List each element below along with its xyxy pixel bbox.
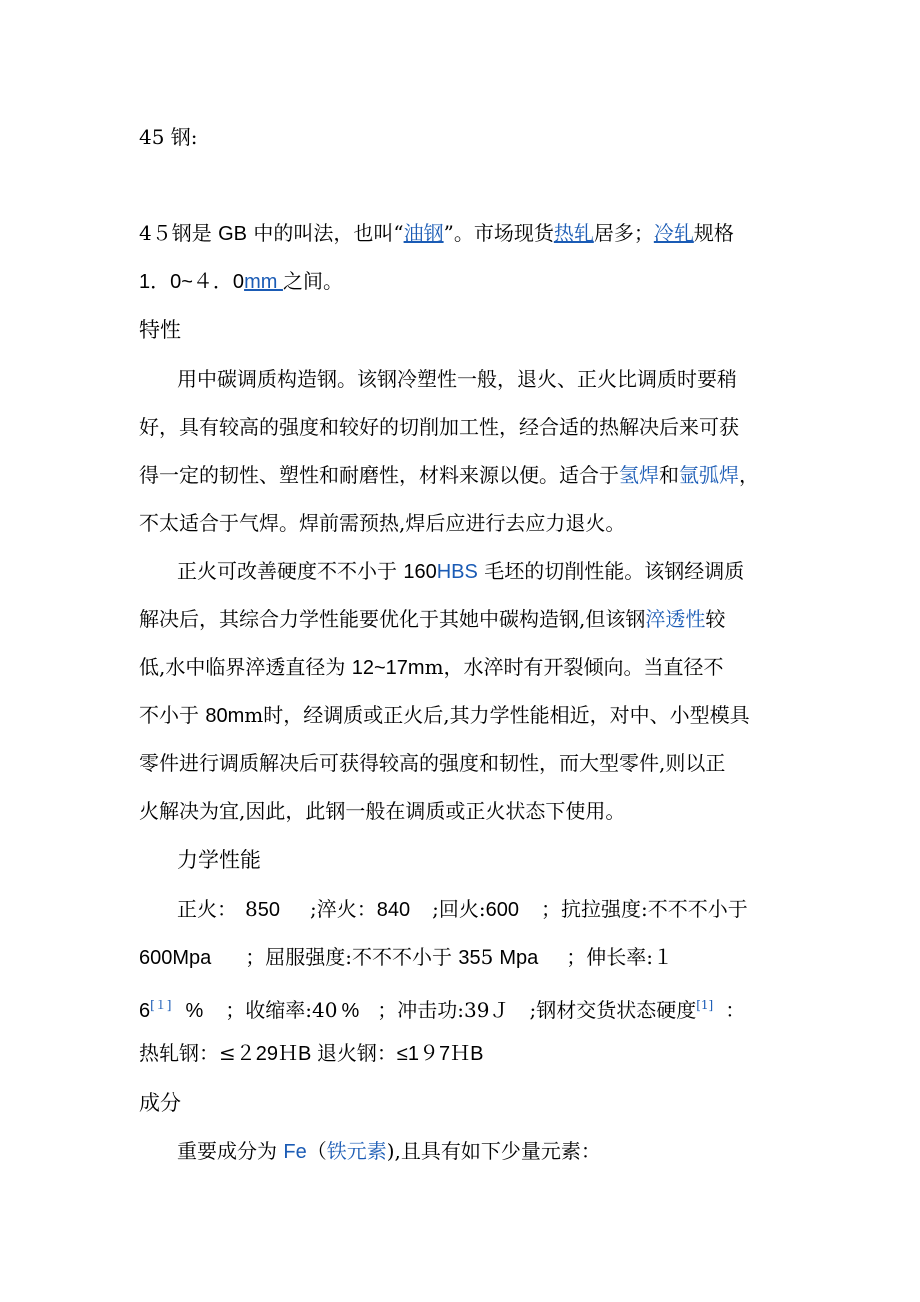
properties-text: 正火可改善硬度不不小于 [177, 559, 404, 583]
composition-text: 重要成分为 [177, 1139, 284, 1163]
heading-mechanical-properties: 力学性能 [177, 848, 261, 872]
heading-properties: 特性 [139, 318, 181, 342]
elongation-unit: % [185, 1000, 204, 1022]
quenching-value: 840 [376, 899, 411, 921]
elongation-value: 6 [139, 1000, 151, 1022]
intro-line-1 [139, 219, 734, 248]
intro-text: 规格 [693, 221, 734, 245]
reduction-value: 0 [324, 998, 338, 1022]
mechanical-text: ；冲击功:39Ｊ [377, 998, 510, 1022]
hardness-annealed: 7ＨB [439, 1043, 484, 1065]
mechanical-text: ；收缩率:4 [225, 998, 325, 1022]
document-title: 45 钢: [139, 125, 198, 149]
mechanical-text: 正火： [177, 897, 237, 921]
properties-line-7 [139, 653, 724, 682]
link-mm[interactable]: mm [244, 271, 283, 293]
properties-line-10: 火解决为宜,因此，此钢一般在调质或正火状态下使用。 [139, 799, 626, 823]
mechanical-text: ；屈服强度:不不不小于 [245, 945, 459, 969]
properties-line-2: 好，具有较高的强度和较好的切削加工性，经合适的热解决后来可获 [139, 415, 739, 439]
properties-text: m时，经调质或正火后,其力学性能相近，对中、小型模具 [244, 703, 750, 727]
mechanical-text: ；伸长率:１ [566, 945, 674, 969]
composition-text: （ [306, 1139, 327, 1163]
link-hot-rolled[interactable]: 热轧 [553, 221, 594, 245]
properties-text: 和 [659, 463, 679, 487]
normalizing-value: 50 [257, 899, 280, 921]
composition-text: ),且具有如下少量元素： [386, 1139, 601, 1163]
reduction-unit: % [341, 1000, 360, 1022]
tensile-strength-value: 600Mpa [139, 947, 212, 969]
heading-composition: 成分 [139, 1091, 181, 1115]
diameter-value: 12~17m [351, 657, 425, 679]
properties-line-1: 用中碳调质构造钢。该钢冷塑性一般，退火、正火比调质时要稍 [177, 367, 737, 391]
mechanical-line-3 [139, 991, 745, 1025]
properties-line-9: 零件进行调质解决后可获得较高的强度和韧性，而大型零件,则以正 [139, 751, 726, 775]
yield-strength-value: 5 [480, 945, 494, 969]
link-oil-steel[interactable]: 油钢 [403, 221, 444, 245]
hardness-hot-rolled: 29ＨB 退火钢：≤1 [255, 1043, 420, 1065]
properties-text: 较 [705, 607, 726, 631]
tempering-value: 600 [485, 899, 519, 921]
properties-text: ， [739, 463, 759, 487]
properties-line-6 [139, 605, 725, 633]
mechanical-text: ： [725, 998, 746, 1022]
yield-strength-value: 35 [458, 947, 481, 969]
intro-text: 4５钢是 [139, 221, 219, 245]
properties-line-5 [177, 557, 744, 586]
mechanical-text: ;回火: [432, 897, 486, 921]
footnote-link[interactable]: [１] [150, 998, 172, 1012]
footnote-link[interactable]: [1] [696, 998, 714, 1012]
properties-line-3 [139, 461, 759, 489]
link-hydrogen-welding[interactable]: 氢焊 [619, 463, 659, 487]
mechanical-line-4 [139, 1039, 483, 1068]
spec-range: 1．0~４．0 [139, 271, 245, 293]
normalizing-value: 8 [245, 897, 258, 921]
properties-line-4: 不太适合于气焊。焊前需预热,焊后应进行去应力退火。 [139, 511, 626, 535]
mechanical-line-2 [139, 943, 673, 972]
link-iron-element[interactable]: 铁元素 [326, 1139, 387, 1163]
link-hardenability[interactable]: 淬透性 [645, 607, 706, 631]
mechanical-text: 热轧钢：≤２ [139, 1041, 256, 1065]
diameter-value: 80m [205, 705, 245, 727]
intro-text: 之间。 [282, 269, 343, 293]
composition-line-1 [177, 1137, 601, 1166]
properties-text: 低,水中临界淬透直径为 [139, 655, 352, 679]
properties-text: 毛坯的切削性能。该钢经调质 [477, 559, 745, 583]
hardness-value: 160 [403, 561, 437, 583]
gb-text: GB [218, 223, 247, 245]
properties-text: 不小于 [139, 703, 206, 727]
intro-line-2 [139, 267, 343, 296]
link-argon-arc-welding[interactable]: 氩弧焊 [679, 463, 739, 487]
intro-text: 居多； [593, 221, 654, 245]
link-cold-rolled[interactable]: 冷轧 [653, 221, 694, 245]
properties-text: 得一定的韧性、塑性和耐磨性，材料来源以便。适合于 [139, 463, 619, 487]
mechanical-text: ；抗拉强度:不不不小于 [540, 897, 748, 921]
link-fe[interactable]: Fe [283, 1141, 307, 1163]
mechanical-line-1 [177, 895, 748, 924]
yield-strength-unit: Mpa [499, 947, 539, 969]
hardness-annealed: ９ [419, 1041, 440, 1065]
properties-text: 解决后，其综合力学性能要优化于其她中碳构造钢,但该钢 [139, 607, 646, 631]
intro-text: 中的叫法，也叫“ [247, 221, 404, 245]
link-hbs[interactable]: HBS [436, 561, 478, 583]
properties-line-8 [139, 701, 750, 730]
intro-text: ”。市场现货 [443, 221, 554, 245]
mechanical-text: ;钢材交货状态硬度 [529, 998, 697, 1022]
properties-text: m，水淬时有开裂倾向。当直径不 [424, 655, 724, 679]
mechanical-text: ;淬火： [309, 897, 377, 921]
